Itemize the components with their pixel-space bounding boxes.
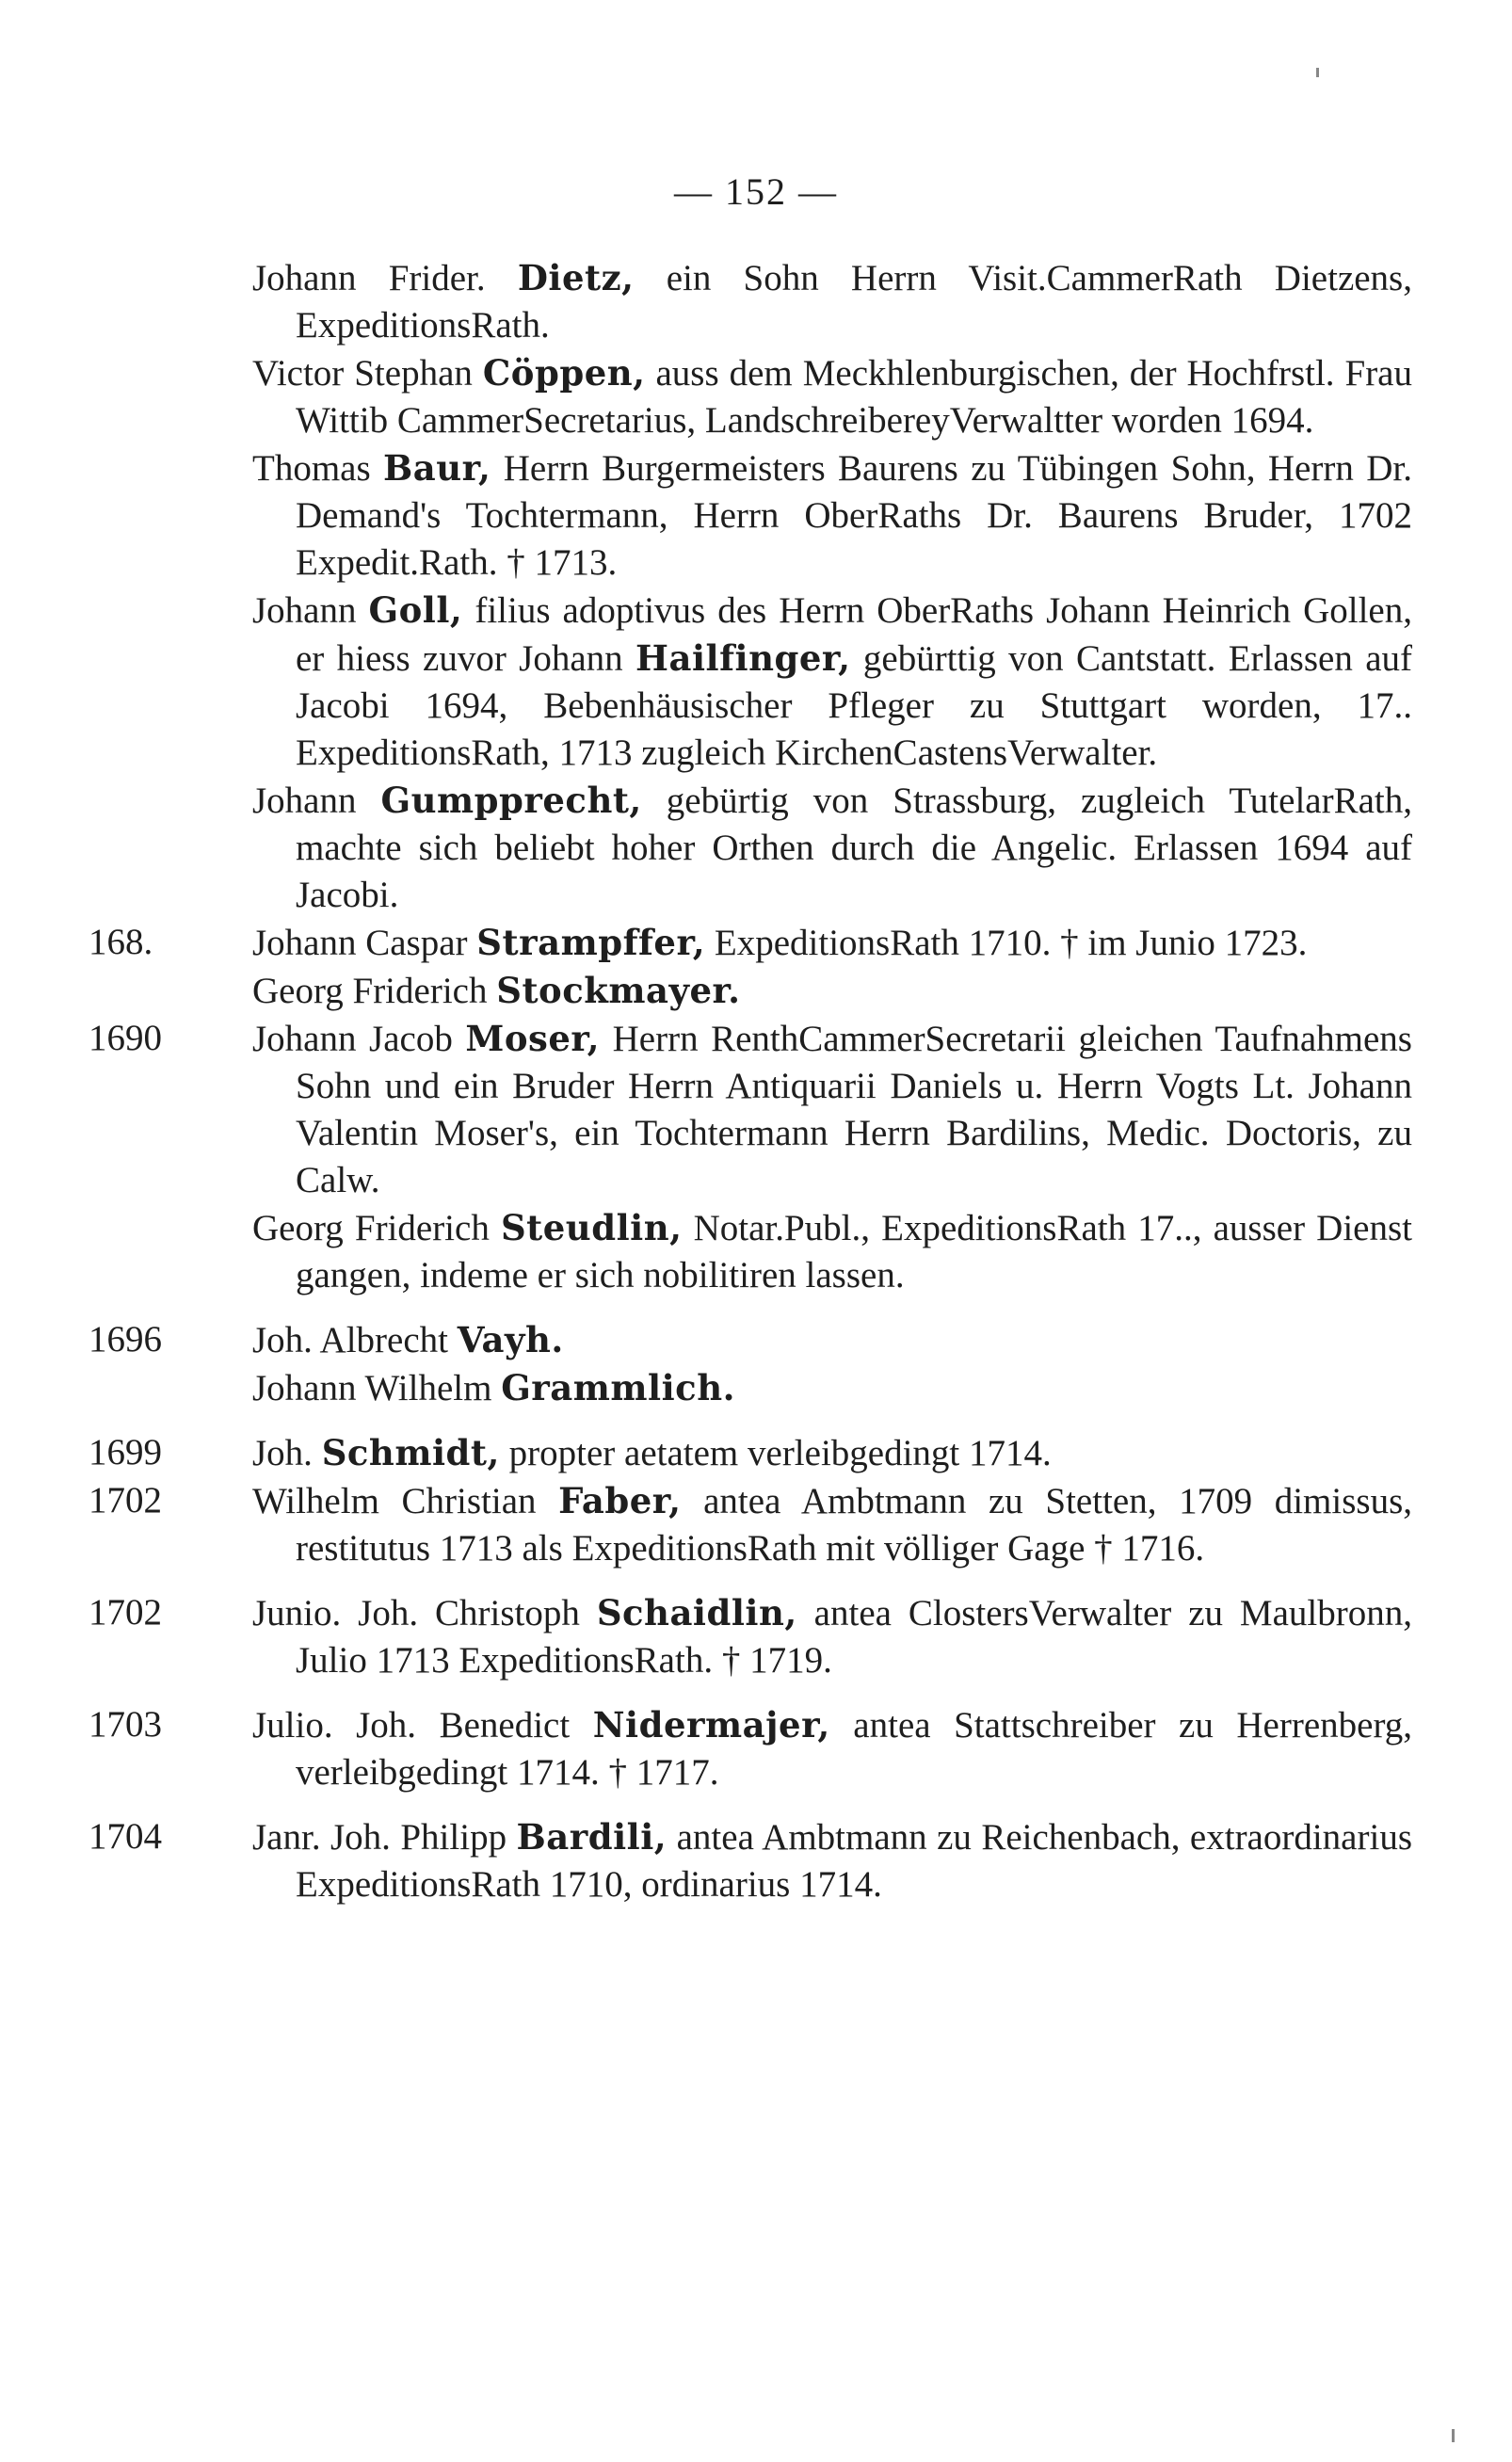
entry-baur: Thomas Baur, Herrn Burgermeisters Baurens zu Tübingen Sohn, Herrn Dr. Demand's Tochtermann, Herrn OberRaths Dr. Baurens Bruder, 1702 Expedit.Rath. † 1713.	[252, 447, 1412, 583]
person-name: Stockmayer.	[496, 970, 741, 1011]
person-name: Schaidlin,	[596, 1592, 797, 1633]
entry-goll: Johann Goll, filius adoptivus des Herrn OberRaths Johann Heinrich Gollen, er hiess zuvor Johann Hailfinger, gebürttig von Cantstatt. Erlassen auf Jacobi 1694, Bebenhäusischer Pfleger zu Stuttgart worden, 17.. ExpeditionsRath, 1713 zugleich KirchenCastensVerwalter.	[252, 589, 1412, 773]
page-number: — 152 —	[674, 170, 838, 213]
entry-schaidlin: 1702 Junio. Joh. Christoph Schaidlin, antea ClostersVerwalter zu Maulbronn, Julio 1713 ExpeditionsRath. † 1719.	[252, 1589, 1412, 1684]
entry-bardili: 1704 Janr. Joh. Philipp Bardili, antea Ambtmann zu Reichenbach, extraordinarius ExpeditionsRath 1710, ordinarius 1714.	[252, 1813, 1412, 1908]
entry-year: 1696	[88, 1319, 162, 1360]
person-name: Bardili,	[516, 1816, 668, 1858]
entry-year: 1702	[88, 1480, 162, 1521]
entry-steudlin: Georg Friderich Steudlin, Notar.Publ., ExpeditionsRath 17.., ausser Dienst gangen, indeme er sich nobilitiren lassen.	[252, 1207, 1412, 1295]
person-name: Cöppen,	[482, 352, 646, 394]
person-name: Vayh.	[457, 1319, 564, 1360]
person-name: Steudlin,	[500, 1207, 683, 1248]
person-name: Grammlich.	[501, 1367, 735, 1408]
person-name: Faber,	[558, 1480, 682, 1521]
scan-speck	[1452, 2429, 1455, 2442]
person-name: Schmidt,	[321, 1432, 500, 1473]
entry-moser: 1690 Johann Jacob Moser, Herrn RenthCammerSecretarii gleichen Taufnahmens Sohn und ein Bruder Herrn Antiquarii Daniels u. Herrn Vogts Lt. Johann Valentin Moser's, ein Tochtermann Herrn Bardilins, Medic. Doctoris, zu Calw.	[252, 1015, 1412, 1204]
person-name-alias: Hailfinger,	[635, 637, 851, 679]
entry-dietz: Johann Frider. Dietz, ein Sohn Herrn Visit.CammerRath Dietzens, ExpeditionsRath.	[252, 257, 1412, 346]
entry-stockmayer: Georg Friderich Stockmayer.	[252, 970, 741, 1011]
entry-year: 168.	[88, 922, 153, 962]
entry-year: 1699	[88, 1432, 162, 1472]
person-name: Baur,	[383, 447, 491, 489]
entry-year: 1703	[88, 1704, 162, 1745]
entry-coeppen: Victor Stephan Cöppen, auss dem Meckhlenburgischen, der Hochfrstl. Frau Wittib CammerSecretarius, LandschreibereyVerwaltter worden 1694.	[252, 352, 1412, 441]
entry-vayh: 1696 Joh. Albrecht Vayh.	[252, 1316, 1412, 1364]
person-name: Dietz,	[517, 257, 635, 298]
entry-year: 1704	[88, 1816, 162, 1857]
entry-nidermajer: 1703 Julio. Joh. Benedict Nidermajer, antea Stattschreiber zu Herrenberg, verleibgedingt 1714. † 1717.	[252, 1701, 1412, 1796]
person-name: Strampffer,	[476, 922, 706, 963]
entry-year: 1690	[88, 1018, 162, 1058]
entry-strampffer: 168. Johann Caspar Strampffer, ExpeditionsRath 1710. † im Junio 1723.	[252, 919, 1412, 967]
entry-schmidt: 1699 Joh. Schmidt, propter aetatem verleibgedingt 1714.	[252, 1429, 1412, 1477]
entry-grammlich: Johann Wilhelm Grammlich.	[252, 1367, 735, 1408]
entry-faber: 1702 Wilhelm Christian Faber, antea Ambtmann zu Stetten, 1709 dimissus, restitutus 1713 als ExpeditionsRath mit völliger Gage † 1716.	[252, 1477, 1412, 1572]
person-name: Nidermajer,	[592, 1704, 830, 1746]
entry-gumpprecht: Johann Gumpprecht, gebürtig von Strassburg, zugleich TutelarRath, machte sich beliebt hoher Orthen durch die Angelic. Erlassen 1694 auf Jacobi.	[252, 780, 1412, 915]
entry-year: 1702	[88, 1592, 162, 1633]
person-name: Moser,	[465, 1018, 601, 1059]
scan-speck	[1316, 68, 1319, 77]
entries-column	[88, 254, 1412, 1908]
person-name: Gumpprecht,	[380, 780, 642, 821]
person-name: Goll,	[368, 589, 463, 631]
